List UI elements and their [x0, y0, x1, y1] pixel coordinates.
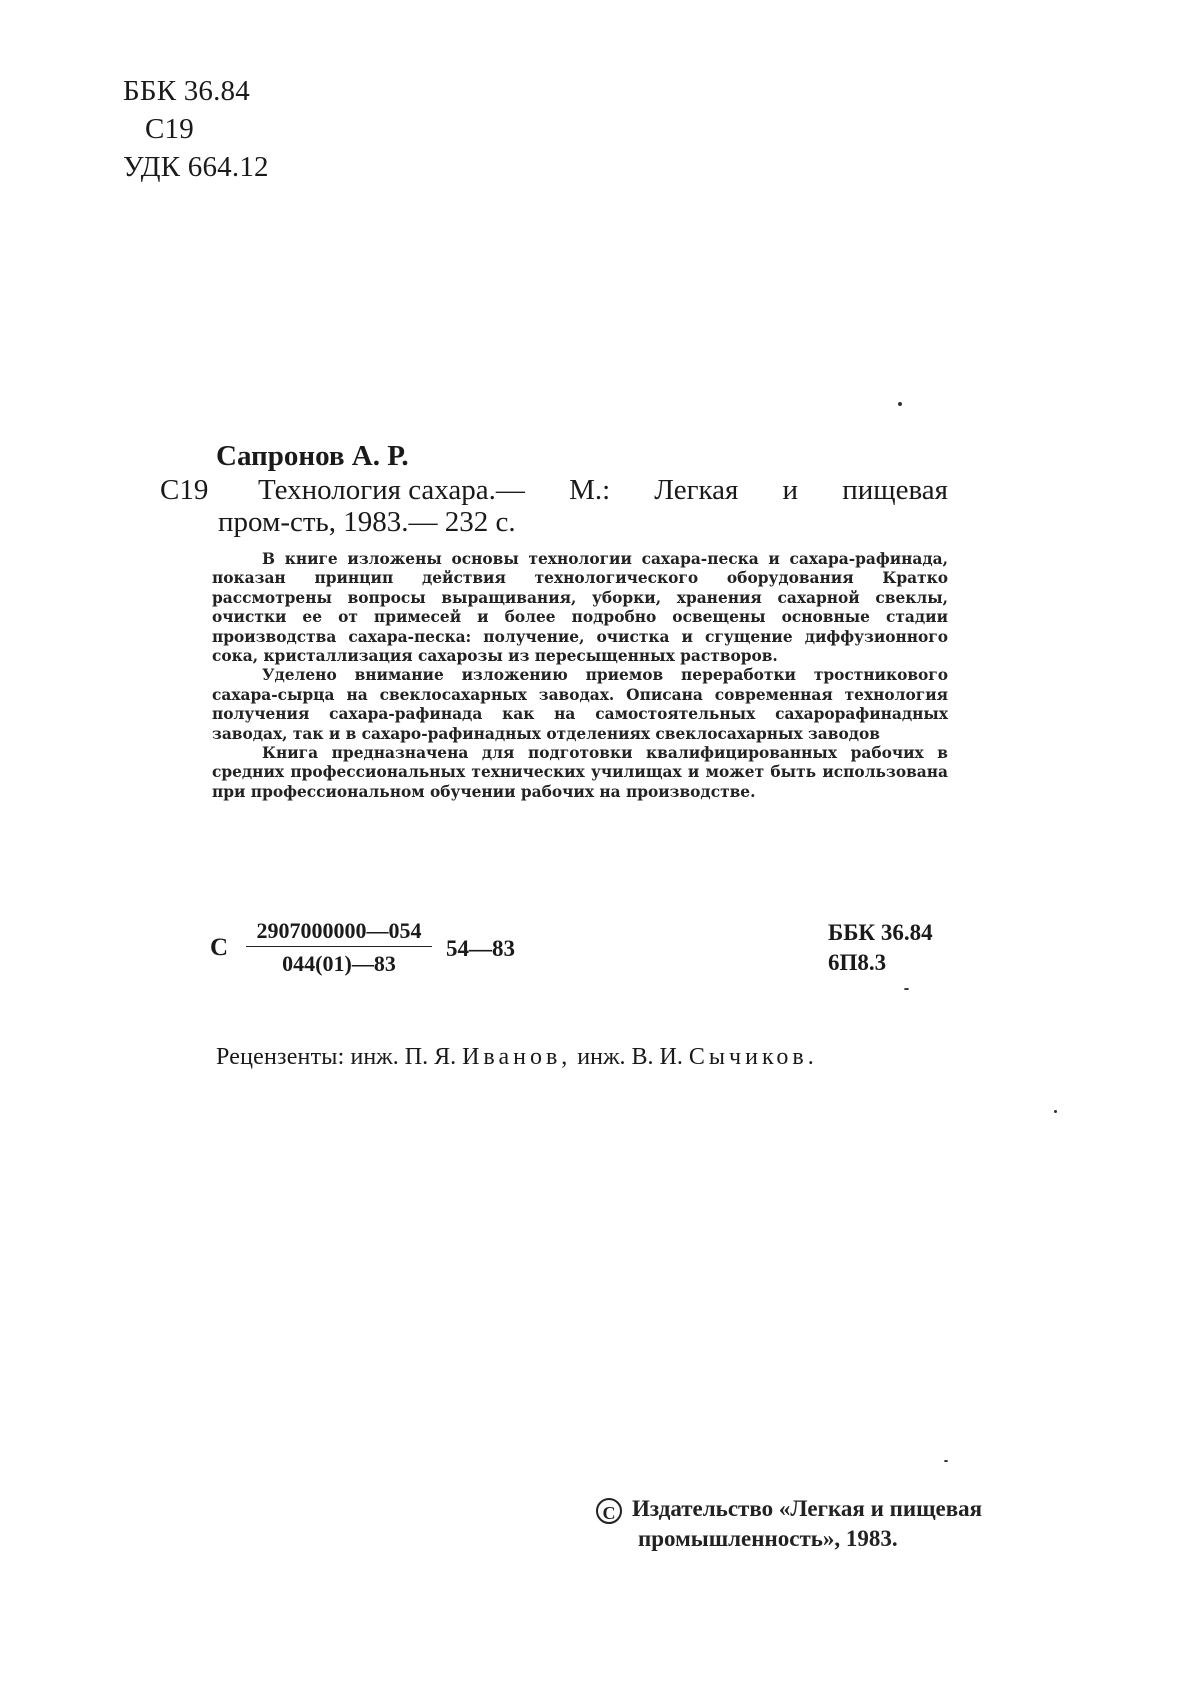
catalog-denominator: 044(01)—83 — [282, 951, 396, 976]
title-word: М.: — [569, 474, 611, 506]
copyright-block — [596, 1494, 982, 1554]
title-word: Легкая — [654, 474, 739, 506]
reviewer-name: Иванов, — [462, 1044, 572, 1070]
udk-code: УДК 664.12 — [123, 151, 269, 183]
reviewer-prefix: инж. П. Я. — [350, 1044, 457, 1070]
bbk-code: ББК 36.84 — [123, 75, 250, 107]
title-word: и — [782, 474, 799, 506]
abstract-paragraph: В книге изложены основы технологии сахара-песка и сахара-рафинада, показан принцип действия технологического оборудования Кратко рассмотрены вопросы выращивания, уборки, хранения сахарной свеклы, очистки ее от примесей и более подробно освещены основные стадии производства сахара-песка: получение, очистка и сгущение диффузионного сока, кристаллизация сахарозы из пересыщенных растворов. — [212, 550, 948, 666]
author-name: Сапронов А. Р. — [216, 440, 409, 472]
catalog-code: 6П8.3 — [828, 950, 887, 975]
catalog-suffix: 54—83 — [446, 936, 515, 961]
abstract-paragraph: Книга предназначена для подготовки квалифицированных рабочих в средних профессиональных технических училищах и может быть использована при профессиональном обучении рабочих на производстве. — [212, 744, 948, 801]
catalog-letter: С — [210, 934, 229, 961]
reviewer-prefix: инж. В. И. — [577, 1044, 683, 1070]
scan-speck — [944, 1460, 948, 1462]
reviewers-line — [216, 1044, 818, 1071]
copyright-line: Издательство «Легкая и пищевая — [632, 1496, 983, 1521]
author-mark: С19 — [145, 113, 194, 145]
abstract — [212, 550, 948, 802]
title-line — [258, 474, 948, 507]
copyright-line: промышленность», 1983. — [638, 1526, 898, 1551]
title-word: пищевая — [842, 474, 948, 506]
catalog-fraction — [246, 918, 432, 977]
title-word: Технология сахара.— — [258, 474, 525, 506]
abstract-paragraph: Уделено внимание изложению приемов переработки тростникового сахара-сырца на свеклосахарных заводах. Описана современная технология получения сахара-рафинада как на самостоятельных сахарорафинадных заводах, так и в сахаро-рафинадных отделениях свеклосахарных заводов — [212, 666, 948, 743]
classification-block — [123, 72, 269, 186]
scan-speck — [1054, 1110, 1057, 1113]
publication-details: пром-сть, 1983.— 232 с. — [218, 506, 516, 538]
copyright-icon: C — [596, 1498, 622, 1524]
reviewer-name: Сычиков. — [688, 1044, 818, 1070]
entry-code: С19 — [160, 474, 209, 506]
catalog-bbk-block — [828, 918, 933, 978]
scan-speck — [904, 988, 909, 990]
catalog-bbk: ББК 36.84 — [828, 920, 933, 945]
scan-speck — [898, 402, 902, 406]
catalog-numerator: 2907000000—054 — [246, 918, 432, 947]
reviewers-label: Рецензенты: — [216, 1044, 345, 1070]
